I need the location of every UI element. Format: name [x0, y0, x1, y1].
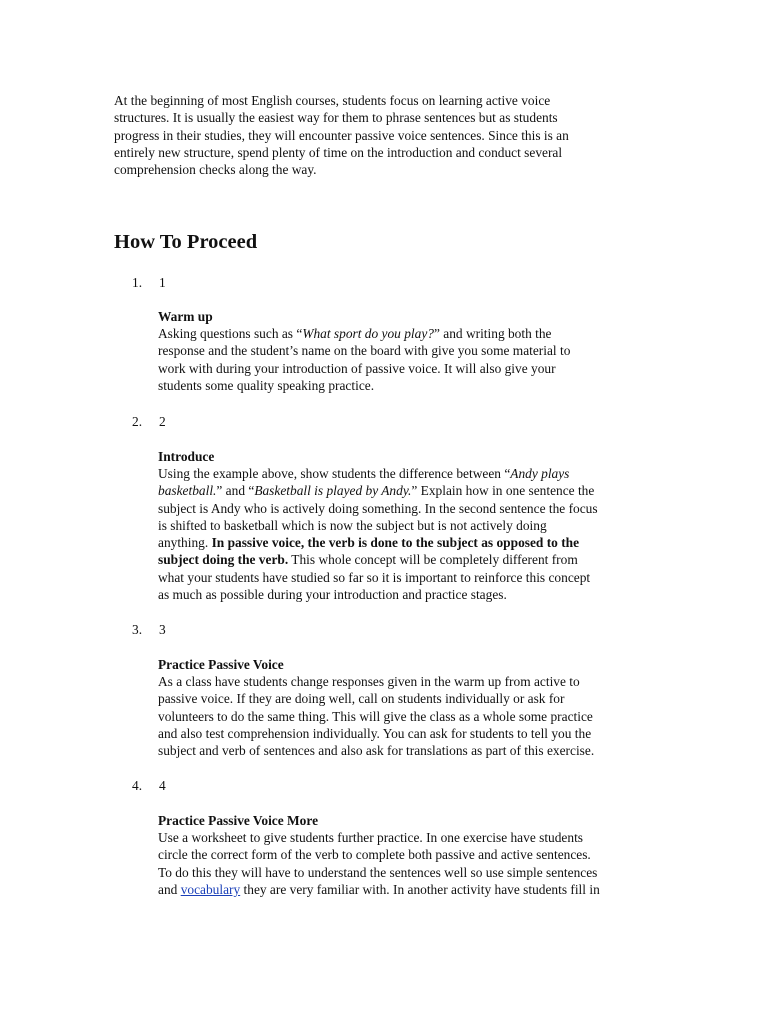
intro-line: comprehension checks along the way.	[114, 162, 317, 178]
intro-line: progress in their studies, they will encounter passive voice sentences. Since this is an	[114, 127, 569, 143]
intro-paragraph	[114, 92, 634, 178]
list-number: 3.	[132, 622, 143, 637]
list-item-number	[132, 777, 166, 794]
list-number: 2.	[132, 414, 143, 429]
italic-run: Basketball is played by Andy.	[254, 483, 412, 499]
list-number: 1.	[132, 275, 143, 290]
section-heading: How To Proceed	[114, 231, 258, 253]
text-line: As a class have students change responses given in the warm up from active to	[158, 674, 580, 689]
text-line: what your students have studied so far so it is important to reinforce this concept	[158, 569, 591, 585]
step-label: 4	[159, 778, 166, 793]
text-line: subject and verb of sentences and also ask for translations as part of this exercise.	[158, 743, 595, 759]
step-body	[158, 465, 658, 603]
text-run: they are very familiar with. In another activity have students fill in	[240, 881, 600, 897]
text-line: passive voice. If they are doing well, call on students individually or ask for	[158, 691, 565, 707]
intro-line: At the beginning of most English courses, students focus on learning active voice	[114, 93, 551, 108]
text-line: students some quality speaking practice.	[158, 377, 375, 393]
intro-line: entirely new structure, spend plenty of time on the introduction and conduct several	[114, 144, 563, 160]
bold-run: In passive voice, the verb is done to the subject as opposed to the	[211, 535, 580, 551]
intro-line: structures. It is usually the easiest way for them to phrase sentences but as students	[114, 110, 558, 126]
text-run: This whole concept will be completely different from	[288, 552, 578, 568]
text-line: as much as possible during your introduction and practice stages.	[158, 587, 507, 603]
text-line: is shifted to basketball which is now the subject but is not actively doing	[158, 517, 547, 533]
step-label: 3	[159, 622, 166, 637]
text-line: and also test comprehension individually. You can ask for students to tell you the	[158, 725, 592, 741]
italic-run: Andy plays	[510, 466, 570, 481]
bold-run: subject doing the verb.	[158, 552, 289, 568]
text-run: Using the example above, show students the difference between “	[158, 466, 511, 481]
step-body	[158, 829, 658, 898]
step-title: Practice Passive Voice	[158, 657, 284, 672]
step-title: Practice Passive Voice More	[158, 813, 319, 828]
text-line: To do this they will have to understand the sentences well so use simple sentences	[158, 864, 598, 880]
step-label: 2	[159, 414, 166, 429]
text-line: Use a worksheet to give students further practice. In one exercise have students	[158, 830, 584, 845]
italic-run: basketball.	[158, 483, 217, 499]
text-run: ” and writing both the	[433, 326, 552, 341]
step-body	[158, 325, 658, 394]
text-run: ” Explain how in one sentence the	[411, 483, 595, 499]
text-line: circle the correct form of the verb to complete both passive and active sentences.	[158, 847, 591, 863]
step-label: 1	[159, 275, 166, 290]
text-run: Asking questions such as “	[158, 326, 303, 341]
text-run: anything.	[158, 535, 212, 551]
step-title: Warm up	[158, 309, 213, 324]
text-line: subject is Andy who is actively doing something. In the second sentence the focus	[158, 500, 598, 516]
vocabulary-link[interactable]: vocabulary	[180, 881, 241, 897]
text-line: work with during your introduction of passive voice. It will also give your	[158, 360, 556, 376]
step-title: Introduce	[158, 449, 215, 464]
italic-run: What sport do you play?	[302, 326, 434, 341]
list-item-number	[132, 274, 166, 291]
list-number: 4.	[132, 778, 143, 793]
text-run: ” and “	[216, 483, 255, 499]
text-run: and	[158, 881, 181, 897]
step-body	[158, 673, 658, 759]
text-line: volunteers to do the same thing. This will give the class as a whole some practice	[158, 708, 593, 724]
list-item-number	[132, 621, 166, 638]
list-item-number	[132, 413, 166, 430]
text-line: response and the student’s name on the board with give you some material to	[158, 343, 571, 359]
